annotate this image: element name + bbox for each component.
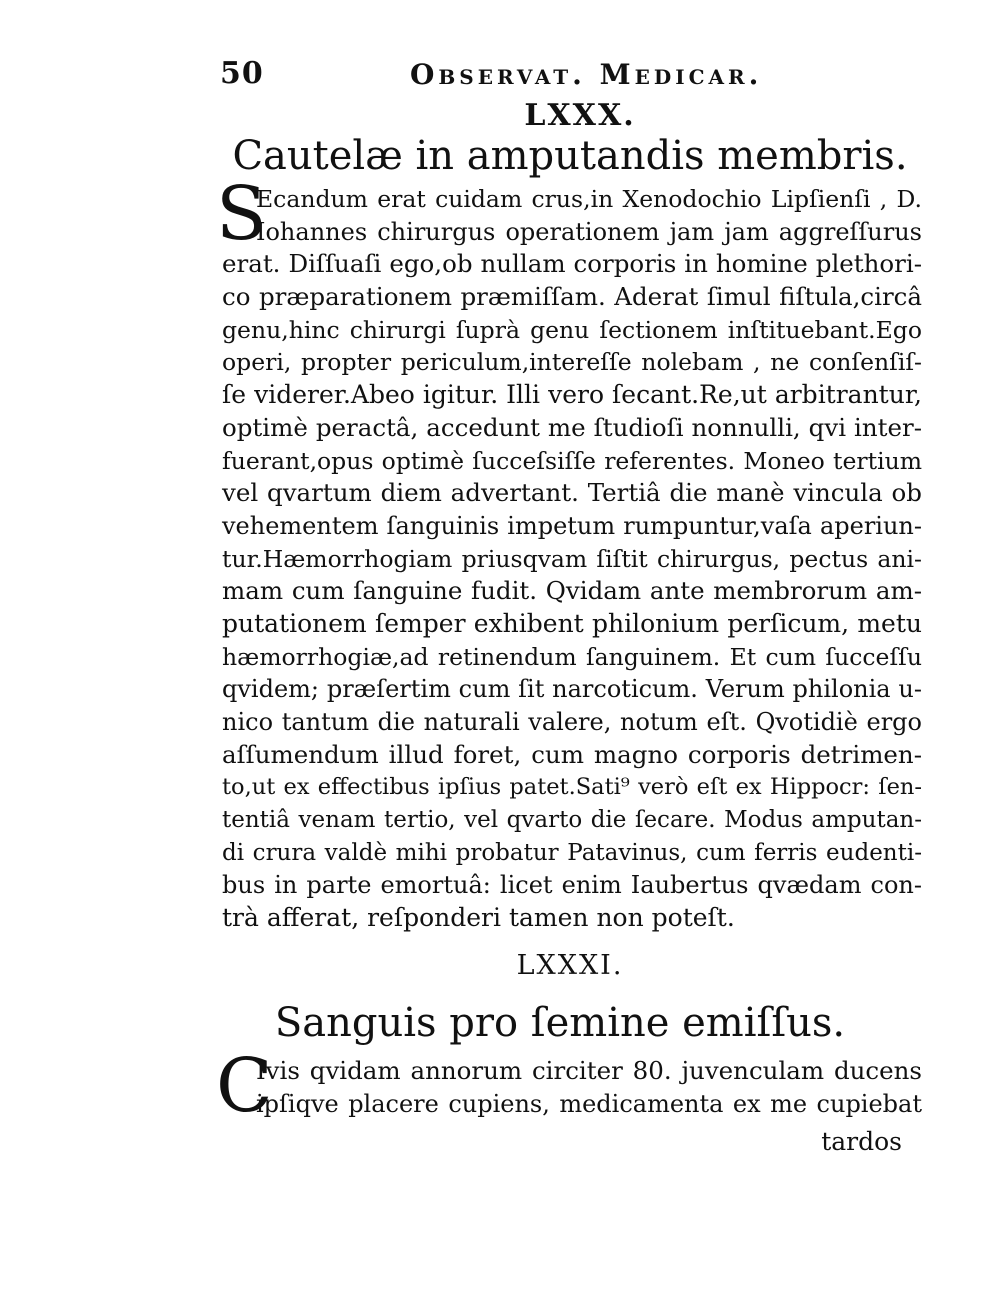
text-line: Iohannes chirurgus operationem jam jam aggreſſurus bbox=[256, 217, 922, 246]
section-number-lxxx: LXXX. bbox=[524, 98, 636, 133]
text-line: optimè peractâ, accedunt me ſtudioſi nonnulli, qvi inter- bbox=[222, 412, 922, 442]
page-number: 50 bbox=[220, 56, 264, 91]
text-line: putationem ſemper exhibent philonium perſicum, metu bbox=[222, 608, 922, 638]
text-line: tur.Hæmorrhogiam priusqvam ſiſtit chirurgus, pectus ani- bbox=[222, 544, 922, 573]
text-line: fuerant,opus optimè ſucceſsiſſe referentes. Moneo tertium bbox=[222, 446, 922, 475]
text-line: bus in parte emortuâ: licet enim Iaubertus qvædam con- bbox=[222, 871, 922, 900]
text-line: operi, propter periculum,intereſſe nolebam , ne conſenſiſ- bbox=[222, 348, 922, 377]
text-line: trà afferat, reſponderi tamen non poteſt. bbox=[222, 903, 735, 933]
text-line: qvidem; præſertim cum ſit narcoticum. Verum philonia u- bbox=[222, 675, 922, 704]
text-line: co præparationem præmiſſam. Aderat ſimul fiſtula,circâ bbox=[222, 282, 922, 312]
section-title-lxxxi: Sanguis pro ſemine emiſſus. bbox=[274, 1000, 846, 1046]
section-title-lxxx: Cautelæ in amputandis membris. bbox=[232, 133, 908, 179]
text-line: vel qvartum diem advertant. Tertiâ die manè vincula ob bbox=[222, 478, 922, 508]
running-title: Observat. Medicar. bbox=[410, 58, 763, 91]
text-line: hæmorrhogiæ,ad retinendum ſanguinem. Et cum ſucceſſu bbox=[222, 642, 922, 671]
text-line: vehementem ſanguinis impetum rumpuntur,vaſa aperiun- bbox=[222, 511, 922, 540]
section-body-lxxx bbox=[216, 171, 922, 935]
text-line: ſe viderer.Abeo igitur. Illi vero ſecant.Re,ut arbitrantur, bbox=[222, 380, 922, 410]
text-line: ipſiqve placere cupiens, medicamenta ex me cupiebat bbox=[256, 1089, 922, 1118]
drop-cap-c: C bbox=[216, 1043, 273, 1129]
text-line: to,ut ex effectibus ipſius patet.Sati⁹ verò eſt ex Hippocr: ſen- bbox=[222, 774, 922, 801]
text-line: mam cum ſanguine fudit. Qvidam ante membrorum am- bbox=[222, 576, 922, 606]
text-line: aſſumendum illud foret, cum magno corporis detrimen- bbox=[222, 739, 922, 769]
text-line: di crura valdè mihi probatur Patavinus, cum ferris eudenti- bbox=[222, 839, 922, 866]
catchword: tardos bbox=[821, 1127, 902, 1156]
text-line: Ivis qvidam annorum circiter 80. juvenculam ducens bbox=[256, 1056, 922, 1085]
section-number-lxxxi: LXXXI. bbox=[516, 950, 624, 981]
text-line: erat. Diſſuaſi ego,ob nullam corporis in homine plethori- bbox=[222, 249, 922, 279]
section-body-lxxxi bbox=[216, 1043, 922, 1129]
running-head bbox=[220, 56, 920, 96]
text-line: genu,hinc chirurgi ſuprà genu ſectionem inſtituebant.Ego bbox=[222, 315, 922, 344]
drop-cap-s: S bbox=[216, 171, 267, 257]
text-line: nico tantum die naturali valere, notum eſt. Qvotidiè ergo bbox=[222, 708, 922, 736]
text-line: tentiâ venam tertio, vel qvarto die ſecare. Modus amputan- bbox=[222, 807, 922, 834]
text-line: Ecandum erat cuidam crus,in Xenodochio Lipſienſi , D. bbox=[256, 185, 922, 213]
